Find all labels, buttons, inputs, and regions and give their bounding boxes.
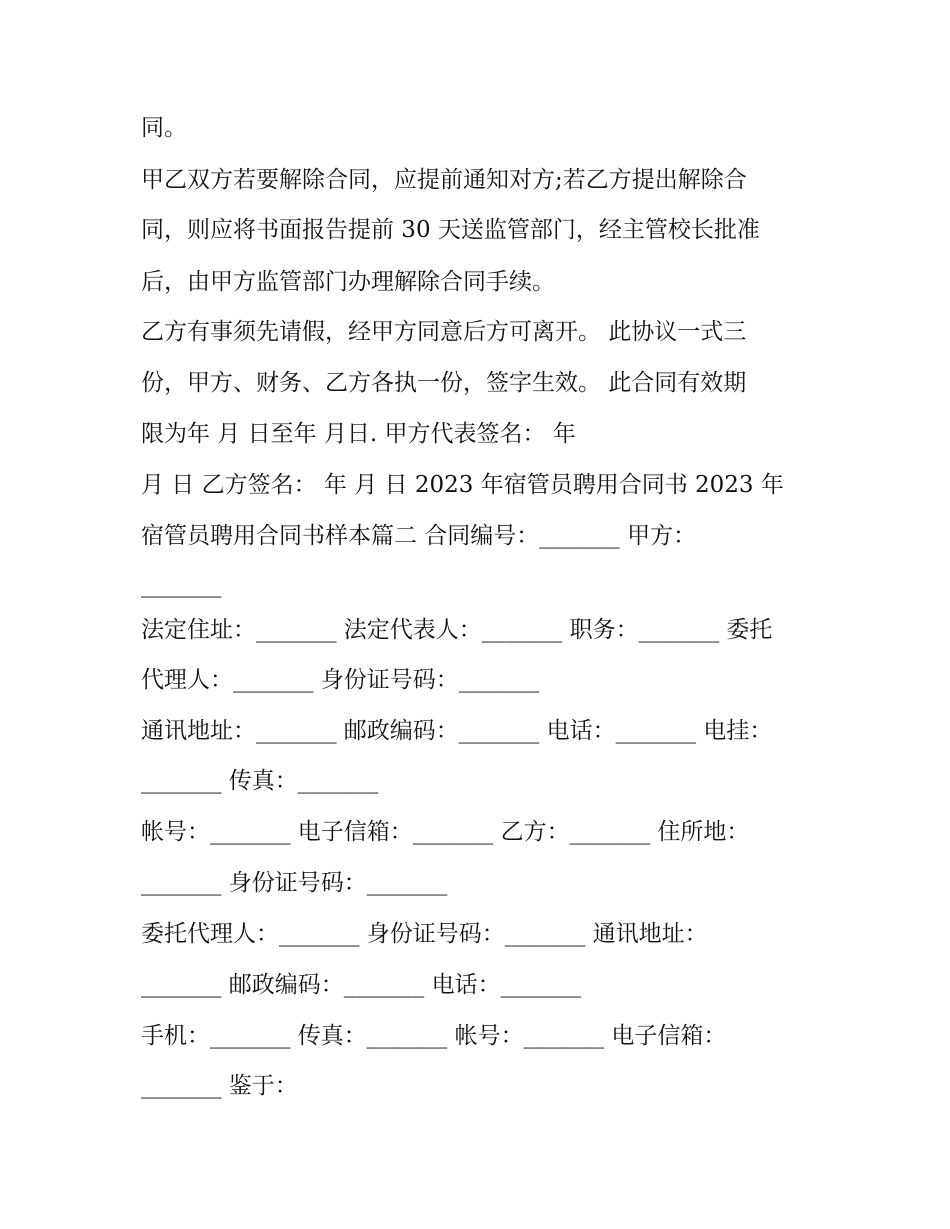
text-line: _______ 鉴于： <box>141 1073 298 1099</box>
text-line: 同。 <box>141 115 187 141</box>
text-line: 月 日 乙方签名： 年 月 日 2023 年宿管员聘用合同书 2023 年 <box>141 472 784 498</box>
text-line: 手机：_______ 传真：_______ 帐号：_______ 电子信箱： <box>141 1023 727 1049</box>
text-line: 法定住址：_______ 法定代表人：_______ 职务：_______ 委托 <box>141 617 773 643</box>
text-line: 份，甲方、财务、乙方各执一份，签字生效。 此合同有效期 <box>141 370 747 396</box>
text-line: 委托代理人：_______ 身份证号码：_______ 通讯地址： <box>141 921 708 947</box>
text-line: 通讯地址：_______ 邮政编码：_______ 电话：_______ 电挂： <box>141 718 773 744</box>
text-line: _______ 传真：_______ <box>141 768 379 794</box>
text-line: _______ 身份证号码：_______ <box>141 870 448 896</box>
text-line: 宿管员聘用合同书样本篇二 合同编号：_______ 甲方： <box>141 523 697 549</box>
text-line: 甲乙双方若要解除合同，应提前通知对方;若乙方提出解除合 <box>141 167 747 193</box>
text-line: _______ <box>141 572 222 598</box>
text-line: _______ 邮政编码：_______ 电话：_______ <box>141 972 582 998</box>
text-line: 帐号：_______ 电子信箱：_______ 乙方：_______ 住所地： <box>141 819 750 845</box>
text-line: 乙方有事须先请假，经甲方同意后方可离开。 此协议一式三 <box>141 319 747 345</box>
text-line: 限为年 月 日至年 月日. 甲方代表签名： 年 <box>141 421 576 447</box>
text-line: 后，由甲方监管部门办理解除合同手续。 <box>141 269 555 295</box>
text-line: 同，则应将书面报告提前 30 天送监管部门，经主管校长批准 <box>141 217 760 243</box>
text-line: 代理人：_______ 身份证号码：_______ <box>141 667 540 693</box>
